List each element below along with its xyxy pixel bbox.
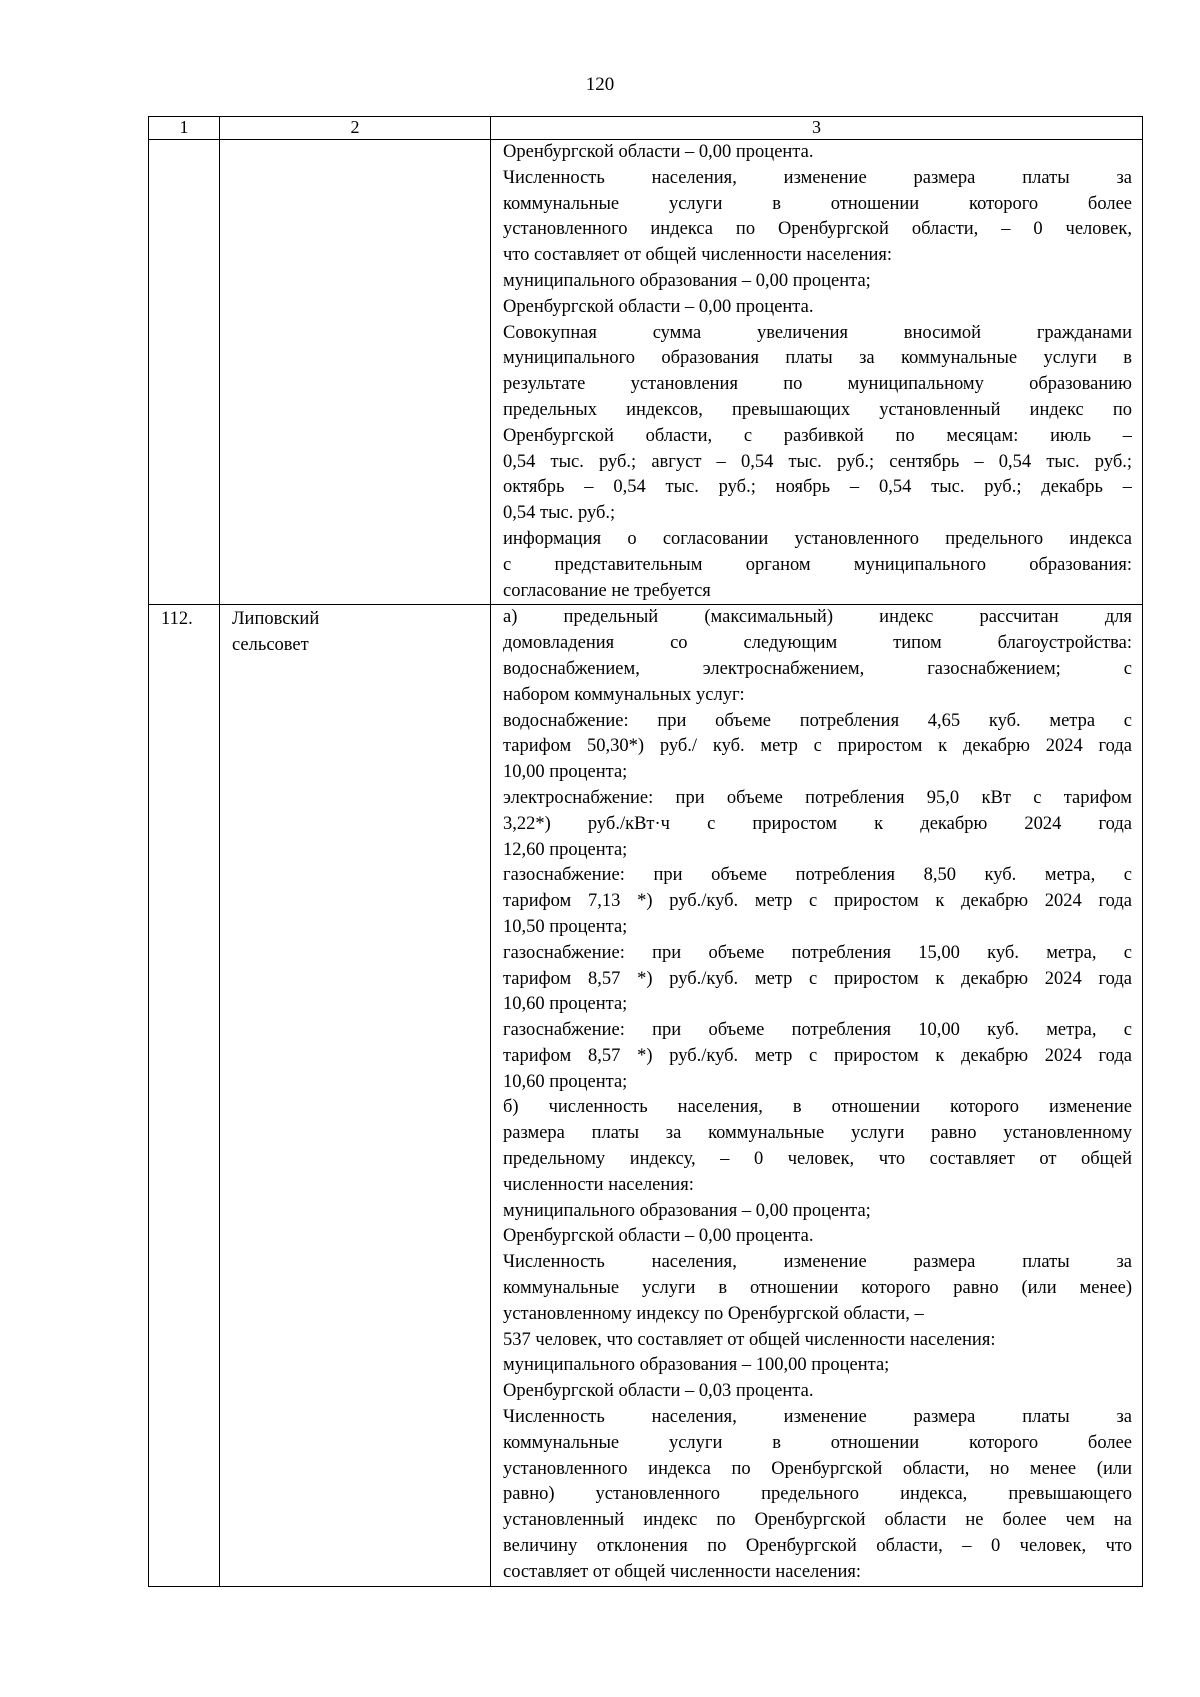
text-line: газоснабжение: при объеме потребления 8,50 куб. метра, с (503, 865, 1132, 886)
text-line: октябрь – 0,54 тыс. руб.; ноябрь – 0,54 тыс. руб.; декабрь – (503, 477, 1132, 498)
text-line: муниципального образования платы за коммунальные услуги в (503, 348, 1132, 369)
text-line: Совокупная сумма увеличения вносимой гражданами (503, 322, 1132, 343)
name-line: сельсовет (232, 635, 309, 656)
text-line: 537 человек, что составляет от общей численности населения: (503, 1329, 996, 1350)
text-line: величину отклонения по Оренбургской области, – 0 человек, что (503, 1536, 1132, 1557)
text-line: Численность населения, изменение размера платы за (503, 1407, 1132, 1428)
text-line: муниципального образования – 100,00 процента; (503, 1355, 890, 1376)
text-line: 3,22*) руб./кВт·ч с приростом к декабрю 2024 года (503, 813, 1132, 834)
text-line: Численность населения, изменение размера платы за (503, 1252, 1132, 1273)
row-content (491, 605, 1143, 1586)
text-line: установленному индексу по Оренбургской области, – (503, 1303, 924, 1324)
text-line: муниципального образования – 0,00 процента; (503, 1200, 871, 1221)
header-cell-3: 3 (491, 117, 1143, 140)
text-line: Оренбургской области – 0,00 процента. (503, 296, 814, 317)
text-line: с представительным органом муниципального образования: (503, 554, 1132, 575)
text-line: размера платы за коммунальные услуги равно установленному (503, 1123, 1132, 1144)
text-line: численности населения: (503, 1174, 694, 1195)
text-line: Оренбургской области, с разбивкой по месяцам: июль – (503, 425, 1132, 446)
text-line: установленного индекса по Оренбургской области, но менее (или (503, 1458, 1132, 1479)
text-line: 10,60 процента; (503, 1071, 628, 1092)
table-header-row (149, 117, 1143, 140)
table-row (149, 605, 1143, 1586)
text-line: коммунальные услуги в отношении которого более (503, 1432, 1132, 1453)
text-line: Оренбургской области – 0,03 процента. (503, 1381, 814, 1402)
text-line: Оренбургской области – 0,00 процента. (503, 142, 814, 162)
header-cell-2: 2 (220, 117, 491, 140)
text-line: тарифом 8,57 *) руб./куб. метр с приростом к декабрю 2024 года (503, 1045, 1132, 1066)
text-line: результате установления по муниципальному образованию (503, 374, 1132, 395)
document-table (148, 116, 1143, 1587)
text-line: 10,50 процента; (503, 916, 628, 937)
municipality-name (220, 140, 491, 605)
text-line: составляет от общей численности населения: (503, 1561, 862, 1582)
row-number (149, 140, 220, 605)
text-line: согласование не требуется (503, 580, 711, 601)
text-line: 10,00 процента; (503, 762, 628, 783)
text-line: Оренбургской области – 0,00 процента. (503, 1226, 814, 1247)
text-line: муниципального образования – 0,00 процента; (503, 270, 871, 291)
row-number: 112. (149, 605, 220, 1586)
text-line: а) предельный (максимальный) индекс рассчитан для (503, 607, 1132, 628)
text-line: электроснабжение: при объеме потребления 95,0 кВт с тарифом (503, 787, 1132, 808)
text-line: 12,60 процента; (503, 839, 628, 860)
text-line: информация о согласовании установленного предельного индекса (503, 528, 1132, 549)
text-line: домовладения со следующим типом благоустройства: (503, 633, 1132, 654)
text-line: коммунальные услуги в отношении которого равно (или менее) (503, 1278, 1132, 1299)
text-line: 10,60 процента; (503, 994, 628, 1015)
text-line: установленного индекса по Оренбургской области, – 0 человек, (503, 219, 1132, 240)
text-line: тарифом 7,13 *) руб./куб. метр с приростом к декабрю 2024 года (503, 891, 1132, 912)
text-line: предельных индексов, превышающих установленный индекс по (503, 399, 1132, 420)
page-number: 120 (585, 74, 615, 95)
row-content (491, 140, 1143, 605)
text-line: б) численность населения, в отношении которого изменение (503, 1097, 1132, 1118)
text-line: тарифом 50,30*) руб./ куб. метр с приростом к декабрю 2024 года (503, 736, 1132, 757)
text-line: равно) установленного предельного индекса, превышающего (503, 1484, 1132, 1505)
text-line: 0,54 тыс. руб.; август – 0,54 тыс. руб.; сентябрь – 0,54 тыс. руб.; (503, 451, 1132, 472)
text-line: установленный индекс по Оренбургской области не более чем на (503, 1510, 1132, 1531)
text-line: водоснабжением, электроснабжением, газоснабжением; с (503, 658, 1132, 679)
text-line: тарифом 8,57 *) руб./куб. метр с приростом к декабрю 2024 года (503, 968, 1132, 989)
text-line: газоснабжение: при объеме потребления 10,00 куб. метра, с (503, 1020, 1132, 1041)
text-line: предельному индексу, – 0 человек, что составляет от общей (503, 1149, 1132, 1170)
text-line: газоснабжение: при объеме потребления 15,00 куб. метра, с (503, 942, 1132, 963)
municipality-name (220, 605, 491, 1586)
text-line: что составляет от общей численности населения: (503, 245, 893, 266)
text-line: 0,54 тыс. руб.; (503, 503, 616, 524)
table-row (149, 140, 1143, 605)
text-line: водоснабжение: при объеме потребления 4,65 куб. метра с (503, 710, 1132, 731)
header-cell-1: 1 (149, 117, 220, 140)
text-line: Численность населения, изменение размера платы за (503, 167, 1132, 188)
name-line: Липовский (232, 609, 320, 630)
text-line: набором коммунальных услуг: (503, 684, 745, 705)
text-line: коммунальные услуги в отношении которого более (503, 193, 1132, 214)
